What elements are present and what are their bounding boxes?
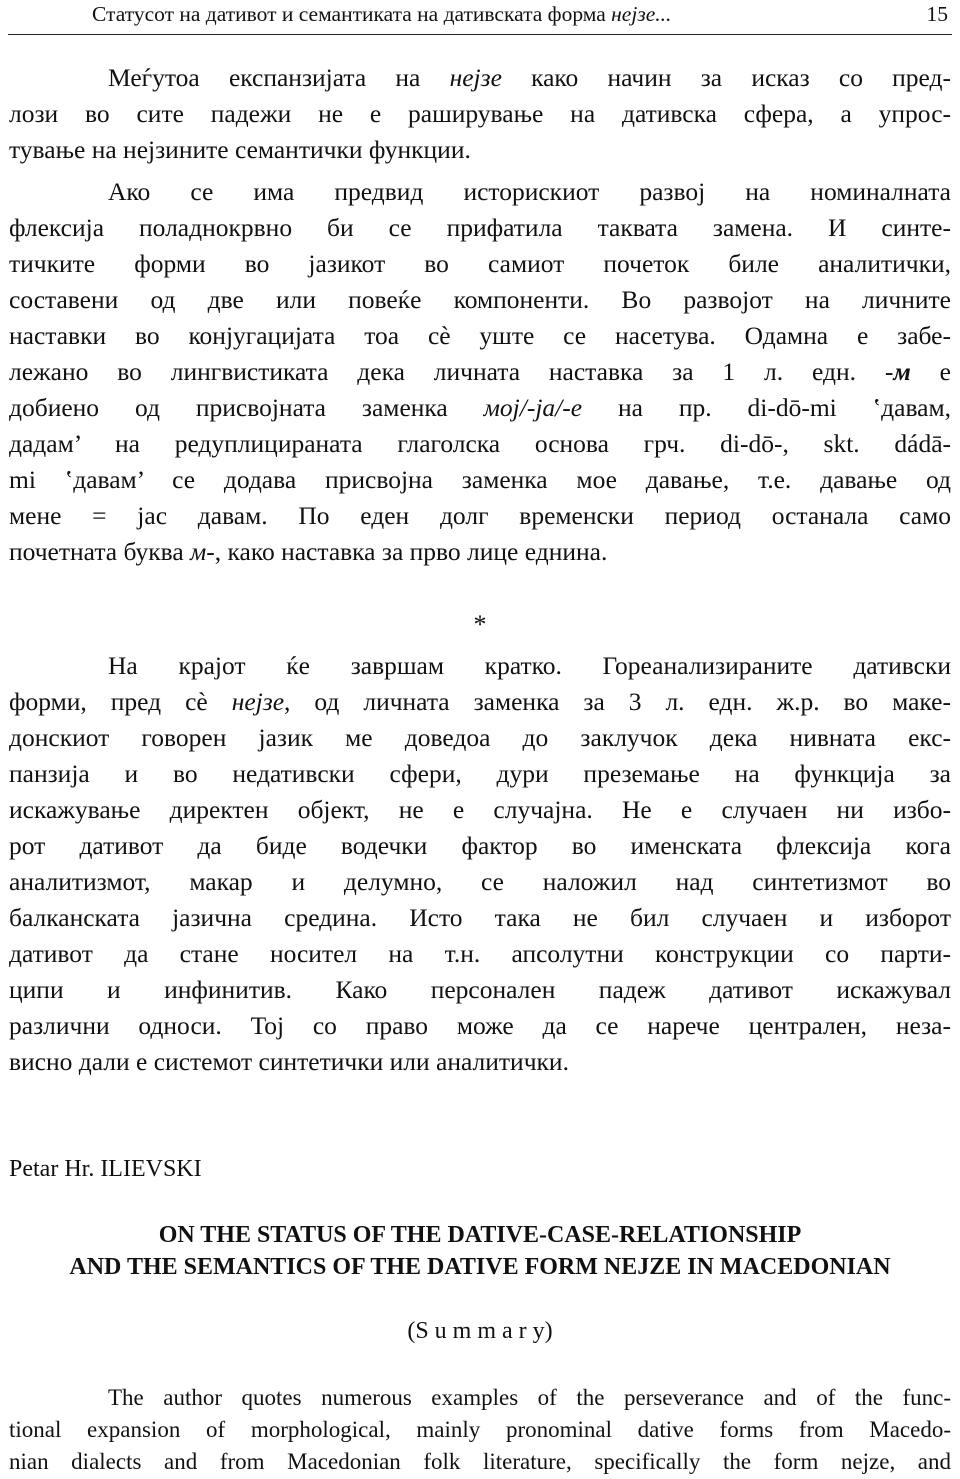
text-line: The author quotes numerous examples of the perseverance and of the func-	[108, 1385, 951, 1410]
text-line: тичките форми во јазикот во самиот почеток биле аналитички,	[9, 249, 951, 278]
text-line: балканската јазична средина. Исто така не бил случаен и изборот	[9, 903, 951, 932]
text-line: На крајот ќе завршам кратко. Гореанализираните дативски	[108, 651, 951, 680]
section-separator: *	[473, 610, 487, 639]
text-line: дадам’ на редуплицираната глаголска основа грч. di-dō-, skt. dádā-	[9, 429, 951, 458]
text-line: tional expansion of morphological, mainly pronominal dative forms from Macedo-	[9, 1417, 951, 1442]
text-line: висно дали е системот синтетички или аналитички.	[9, 1047, 569, 1076]
text-line: аналитизмот, макар и делумно, се наложил над синтетизмот во	[9, 867, 951, 896]
page-number: 15	[926, 2, 948, 26]
text-line: добиено од присвојната заменка мој/-ја/-е на пр. di-dō-mi ʽдавам,	[9, 393, 951, 422]
text-line: различни односи. Тој со право може да се нарече централен, неза-	[9, 1011, 951, 1040]
summary-label: (S u m m a r y)	[407, 1318, 553, 1344]
running-header	[8, 0, 952, 35]
text-line: дативот да стане носител на т.н. апсолутни конструкции со парти-	[9, 939, 951, 968]
english-title-line: AND THE SEMANTICS OF THE DATIVE FORM NEJZE IN MACEDONIAN	[69, 1254, 891, 1280]
text-line: Меѓутоа експанзијата на нејзе како начин за исказ со пред-	[108, 63, 951, 92]
text-line: донскиот говорен јазик ме доведоа до заклучок дека нивната екс-	[9, 723, 951, 752]
author-name: Petar Hr. ILIEVSKI	[9, 1156, 202, 1182]
english-title-line: ON THE STATUS OF THE DATIVE-CASE-RELATIONSHIP	[158, 1222, 802, 1248]
text-line: форми, пред сè нејзе, од личната заменка за 3 л. едн. ж.р. во маке-	[9, 687, 951, 716]
text-line: искажување директен објект, не е случајна. Не е случаен ни избо-	[9, 795, 951, 824]
text-line: флексија поладнокрвно би се прифатила таквата замена. И синте-	[9, 213, 951, 242]
text-line: почетната буква м-, како наставка за прво лице еднина.	[9, 537, 608, 566]
text-line: тување на нејзините семантички функции.	[9, 135, 471, 164]
text-line: составени од две или повеќе компоненти. Во развојот на личните	[9, 285, 951, 314]
text-line: лежано во лингвистиката дека личната наставка за 1 л. едн. -м е	[9, 357, 951, 386]
text-line: лози во сите падежи не е раширување на дативска сфера, а упрос-	[9, 99, 951, 128]
text-line: наставки во конјугацијата тоа сè уште се насетува. Одамна е забе-	[9, 321, 951, 350]
text-line: рот дативот да биде водечки фактор во именската флексија кога	[9, 831, 951, 860]
running-title: Статусот на дативот и семантиката на дативската форма нејзе...	[92, 2, 672, 26]
text-line: Ако се има предвид историскиот развој на номиналната	[108, 177, 951, 206]
text-line: мене = јас давам. По еден долг временски период останала само	[9, 501, 951, 530]
text-line: панзија и во недативски сфери, дури преземање на функција за	[9, 759, 951, 788]
text-line: mi ʽдавам’ се додава присвојна заменка мое давање, т.е. давање од	[9, 465, 951, 494]
text-line: ципи и инфинитив. Како персонален падеж дативот искажувал	[9, 975, 951, 1004]
text-line: nian dialects and from Macedonian folk literature, specifically the form nejze, and	[9, 1449, 951, 1474]
